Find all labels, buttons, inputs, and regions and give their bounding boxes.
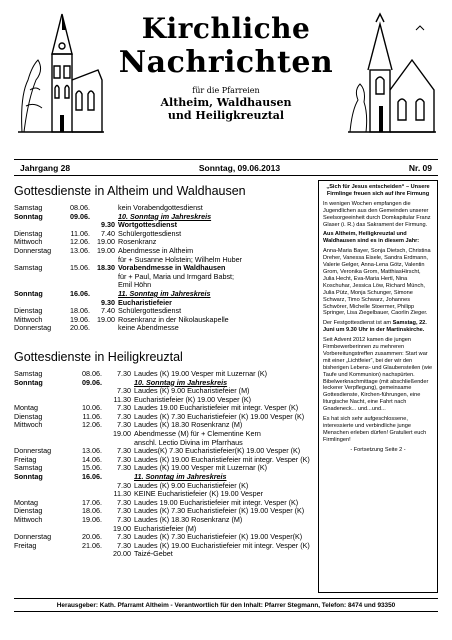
row-time: 20.00 [113,549,131,559]
row-day: Donnerstag [14,532,52,542]
row-day: Sonntag [14,472,43,482]
row-event: Rosenkranz in der Nikolauskapelle [118,314,229,324]
row-date: 18.06. [82,506,102,516]
row-event: Eucharistiefeier (M) [134,523,197,533]
row-event: 11. Sonntag im Jahreskreis [118,288,211,298]
row-day [14,550,72,559]
row-time: 7.30 [117,368,131,378]
row-day: Dienstag [14,306,43,316]
row-day [14,273,62,282]
row-event: Schülergottesdienst [118,306,182,316]
subtitle-small: für die Pfarreien [192,86,260,95]
row-date [72,482,102,491]
row-time: 19.00 [113,523,131,533]
row-date: 11.06. [82,411,102,421]
article-paragraph-2: Aus Altheim, Heiligkreuztal und Waldhausen sind es in diesem Jahr: [323,231,420,245]
row-event: Laudes (K) 18.30 Rosenkranz (M) [134,420,243,430]
schedule-heiligkreuztal [14,370,314,559]
row-event: Emil Höhn [118,280,152,290]
row-event: Laudes (K) 7.30 Eucharistiefeier (K) 19.00 Vesper (K) [134,411,305,421]
row-day: Freitag [14,454,37,464]
row-day: Donnerstag [14,323,52,333]
row-day: Dienstag [14,411,43,421]
article-paragraph-4: Seit Advent 2012 kamen die jungen Firmbewerberinnen zu mehreren Vorbereitungstreffen zusammen: Start war mit einer „Lichtfeier“, bei der wir den bisherigen Lebens- und Glaubensteilen (wie Taufe und Kommunion) nachspürten. Bibelwerknachmittage (mit abschließender leckerer Verpflegung), gemeinsame Gottesdienste, Kirchen-führungen, eine liturgische Nacht, eine Fahrt nach Gnadeneck... und...und... [323,337,433,413]
row-day [14,430,72,439]
row-day: Samstag [14,368,43,378]
schedule-row [14,324,314,333]
title-line-2: Nachrichten [118,45,334,80]
schedule-altheim-waldhausen [14,204,314,333]
row-day: Samstag [14,463,43,473]
row-event: keine Abendmesse [118,323,179,333]
row-date: 12.06. [82,420,102,430]
row-date: 19.06. [82,515,102,524]
row-date: 13.06. [82,446,102,456]
row-date: 09.06. [82,377,102,387]
row-time: 7.30 [117,386,131,396]
row-day [14,482,72,491]
row-event: Laudes (K) 7.30 Eucharistiefeier (K) 19.00 Vesper(K) [134,532,303,542]
issue-date: Sonntag, 09.06.2013 [198,162,281,173]
schedule-row [14,230,314,239]
row-date: 20.06. [82,532,102,542]
row-date: 20.06. [70,323,90,333]
article-paragraph-3 [323,320,433,334]
row-event: KEINE Eucharistiefeier (K) 19.00 Vesper [134,489,264,499]
row-date: 15.06. [82,463,102,473]
row-date: 09.06. [70,211,90,221]
subtitle-parishes-1: Altheim, Waldhausen [160,96,292,109]
row-day: Sonntag [14,377,43,387]
row-date: 13.06. [70,245,90,255]
article-paragraph-5: Es hat sich sehr aufgeschlossene, interessierte und verbindliche junge Menschen erleben dürfen! Gratuliert euch Firmlingen! [323,416,427,443]
row-time: 19.00 [97,245,115,255]
row-event: Laudes (K) 18.30 Rosenkranz (M) [134,515,243,524]
row-date [62,273,90,282]
row-time: 7.30 [117,497,131,507]
row-day [14,387,72,396]
row-time: 7.30 [117,420,131,430]
row-event: Taizé-Gebet [134,549,173,559]
row-event: Laudes (K) 9.00 Eucharistiefeier (M) [134,386,250,396]
row-time: 19.00 [113,429,131,439]
row-time: 7.30 [117,480,131,490]
row-day: Mittwoch [14,237,43,247]
title-line-1: Kirchliche [141,12,311,45]
row-event: Laudes 19.00 Eucharistiefeier mit integr. Vesper (K) [134,403,299,413]
row-day: Dienstag [14,228,43,238]
row-time: 7.30 [117,454,131,464]
row-event: Laudes (K) 19.00 Eucharistiefeier mit integr. Vesper (K) [134,454,310,464]
row-date: 14.06. [82,454,102,464]
article-continue-note: - Fortsetzung Seite 2 - [350,446,406,453]
article-headline: „Sich für Jesus entscheiden“ – Unsere Firmlinge freuen sich auf ihre Firmung [326,184,430,197]
church-right-illustration [346,10,438,150]
row-time: 19.00 [97,237,115,247]
row-event: Laudes (K) 9.00 Eucharistiefeier (K) [134,480,249,490]
row-date: 18.06. [70,306,90,316]
row-day: Mittwoch [14,515,43,524]
article-p3-intro: Der Festgottesdienst ist am [323,320,393,327]
article-p3-date: Samstag, 22. Juni um 9.30 Uhr in der Martinskirche. [323,320,427,334]
publisher-footer: Herausgeber: Kath. Pfarramt Altheim - Verantwortlich für den Inhalt: Pfarrer Stegmann, Telefon: 8474 und 93350 [14,598,438,612]
row-time [90,273,118,282]
row-event: 10. Sonntag im Jahreskreis [134,377,228,387]
schedule-row [14,550,314,559]
issue-info-bar [14,159,438,176]
schedule-row [14,273,314,282]
issue-number: Nr. 09 [408,162,432,173]
row-day: Montag [14,497,38,507]
row-time: 11.30 [113,394,131,404]
row-date [72,387,102,396]
row-date: 10.06. [82,403,102,413]
row-event: Laudes 19.00 Eucharistiefeier mit integr. Vesper (K) [134,497,299,507]
row-day: Freitag [14,540,37,550]
row-time: 11.30 [113,489,131,499]
row-date: 11.06. [70,228,90,238]
confirmation-article [318,180,438,593]
row-time: 7.30 [117,506,131,516]
row-event: für + Susanne Holstein; Wilhelm Huber [118,254,243,264]
row-day: Dienstag [14,506,43,516]
row-event: Laudes (K) 19.00 Vesper mit Luzernar (K) [134,368,268,378]
row-time: 7.30 [117,532,131,542]
row-time: 7.40 [101,306,115,316]
row-time [90,324,118,333]
row-time: 9.30 [101,297,115,307]
article-names: Anna-Maria Bayer, Sonja Dietsch, Christina Dreher, Vanessa Eisele, Sandra Erdmann, Valerie Gelger, Anna-Lena Götz, Valentin Grom, Veronika Grom, MatthiasHirscht, Julia Hecht, Eva-Maria Hertl, Nina Koschuhar, Jessica Löw, Richard Münch, Julia Pütz, Monja Schunger, Simone Schwarz, Timo Schwarz, Johannes Schwörer, Michelle Stoermer, Philipp Springer, Lisa Ziegelbauer, Caorlin Zieger. [323,248,431,317]
row-time [90,281,118,290]
row-day: Donnerstag [14,245,52,255]
row-day: Mittwoch [14,314,43,324]
row-event: Laudes (K) 19.00 Eucharistiefeier mit integr. Vesper (K) [134,540,310,550]
section-title-heiligkreuztal: Gottesdienste in Heiligkreuztal [14,349,183,364]
row-event: Laudes (K) 19.00 Vesper mit Luzernar (K) [134,463,268,473]
row-event: Vorabendmesse in Waldhausen [118,263,226,273]
row-day: Samstag [14,263,43,273]
row-time [90,204,118,213]
row-time: 19.00 [97,314,115,324]
row-day: Montag [14,403,38,413]
article-paragraph-1: In wenigen Wochen empfangen die Jugendlichen aus den Gemeinden unserer Seelsorgeeinheit durch Domkapitular Franz Glaser (i. R.) das Sakrament der Firmung. [323,200,431,228]
row-date: 15.06. [70,263,90,273]
row-date [72,430,102,439]
row-day: Sonntag [14,211,43,221]
row-time: 7.40 [101,228,115,238]
row-date: 19.06. [70,314,90,324]
row-event: Rosenkranz [118,237,157,247]
row-date: 17.06. [82,497,102,507]
row-event: Schülergottesdienst [118,228,182,238]
row-date: 16.06. [82,472,102,482]
row-day: Donnerstag [14,446,52,456]
row-event: Laudes (K) 7.30 Eucharistiefeier (K) 19.00 Vesper (K) [134,506,305,516]
issue-year: Jahrgang 28 [20,162,71,173]
row-day: Samstag [14,203,43,212]
row-time: 7.30 [117,446,131,456]
row-date: 08.06. [82,368,102,378]
row-date: 12.06. [70,237,90,247]
row-event: Abendmesse in Altheim [118,245,194,255]
masthead [14,8,438,158]
row-time: 7.30 [117,403,131,413]
row-event: Laudes(K) 7.30 Eucharistiefeier(K) 19.00 Vesper (K) [134,446,301,456]
row-event: anschl. Lectio Divina im Pfarrhaus [134,437,243,447]
row-time: 7.30 [117,463,131,473]
row-event: Eucharistiefeier (K) 19.00 Vesper (K) [134,394,252,404]
row-date [72,550,102,559]
row-time: 7.30 [117,515,131,524]
subtitle-parishes-2: und Heiligkreuztal [167,109,285,122]
row-event: 11. Sonntag im Jahreskreis [134,472,227,482]
row-event: kein Vorabendgottesdienst [118,203,203,212]
row-time: 7.30 [117,411,131,421]
row-event: 10. Sonntag im Jahreskreis [118,211,212,221]
section-title-altheim-waldhausen: Gottesdienste in Altheim und Waldhausen [14,184,246,198]
row-date: 08.06. [70,203,90,212]
title-block [114,12,338,122]
row-day: Mittwoch [14,420,43,430]
row-event: Wortgottesdienst [118,220,177,230]
row-event: Abendmesse (M) für + Clementine Kern [134,429,261,439]
row-event: Eucharistiefeier [118,297,172,307]
row-date: 16.06. [70,288,90,298]
row-time: 9.30 [101,220,115,230]
row-time: 7.30 [117,540,131,550]
row-time: 18.30 [97,263,115,273]
church-left-illustration [14,10,106,150]
services-column [14,181,314,559]
row-date: 21.06. [82,540,102,550]
row-event: für + Paul, Maria und Irmgard Babst; [118,271,235,281]
row-day: Sonntag [14,288,43,298]
